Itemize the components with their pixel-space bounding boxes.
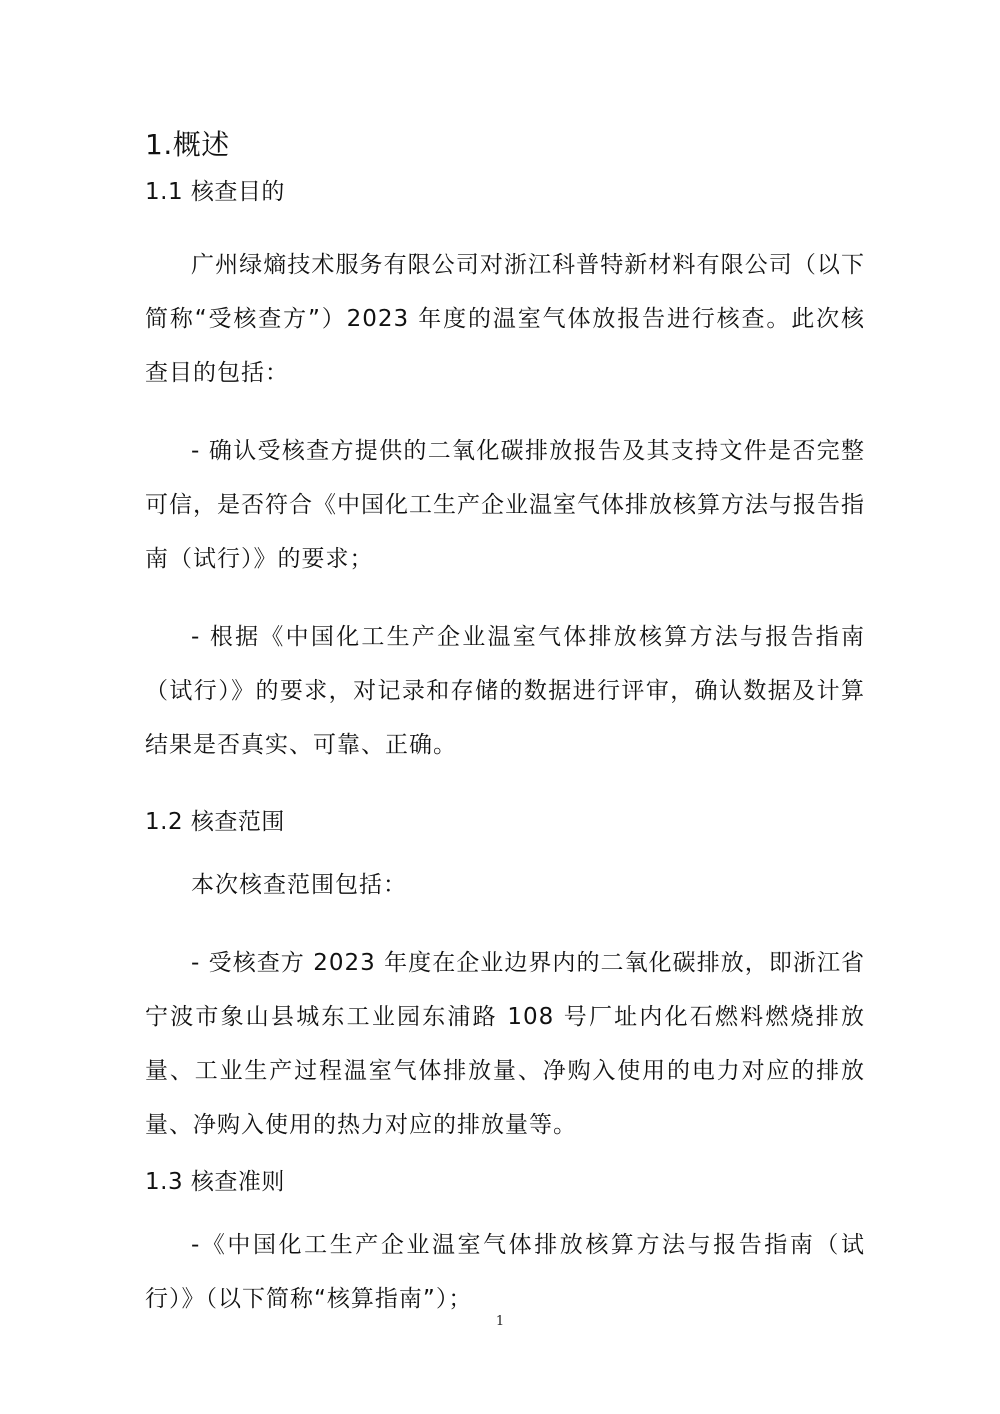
scope-item-1: - 受核查方 2023 年度在企业边界内的二氧化碳排放，即浙江省宁波市象山县城东工业园东浦路 108 号厂址内化石燃料燃烧排放量、工业生产过程温室气体排放量、净购入使用的电力对应的排放量、净购入使用的热力对应的排放量等。 <box>145 950 865 1138</box>
purpose-item-2: - 根据《中国化工生产企业温室气体排放核算方法与报告指南（试行）》的要求，对记录和存储的数据进行评审，确认数据及计算结果是否真实、可靠、正确。 <box>145 624 865 758</box>
heading-1-2: 1.2 核查范围 <box>145 809 285 835</box>
spacer <box>145 842 865 858</box>
heading-1-3: 1.3 核查准则 <box>145 1169 285 1195</box>
spacer <box>145 586 865 610</box>
page-number: 1 <box>495 1314 505 1329</box>
spacer <box>145 1152 865 1162</box>
paragraph-scope-intro: 本次核查范围包括： <box>191 872 407 898</box>
criteria-item-1: -《中国化工生产企业温室气体排放核算方法与报告指南（试行）》（以下简称“核算指南”）； <box>145 1232 865 1312</box>
spacer <box>145 400 865 424</box>
spacer <box>145 1202 865 1218</box>
purpose-item-1: - 确认受核查方提供的二氧化碳排放报告及其支持文件是否完整可信，是否符合《中国化工生产企业温室气体排放核算方法与报告指南（试行）》的要求； <box>145 438 865 572</box>
heading-overview: 1.概述 <box>145 128 230 161</box>
spacer <box>145 772 865 802</box>
spacer <box>145 212 865 238</box>
document-body <box>145 118 865 1326</box>
paragraph-purpose-intro: 广州绿熵技术服务有限公司对浙江科普特新材料有限公司（以下简称“受核查方”）2023 年度的温室气体放报告进行核查。此次核查目的包括： <box>145 252 865 386</box>
spacer <box>145 912 865 936</box>
heading-1-1: 1.1 核查目的 <box>145 179 285 205</box>
